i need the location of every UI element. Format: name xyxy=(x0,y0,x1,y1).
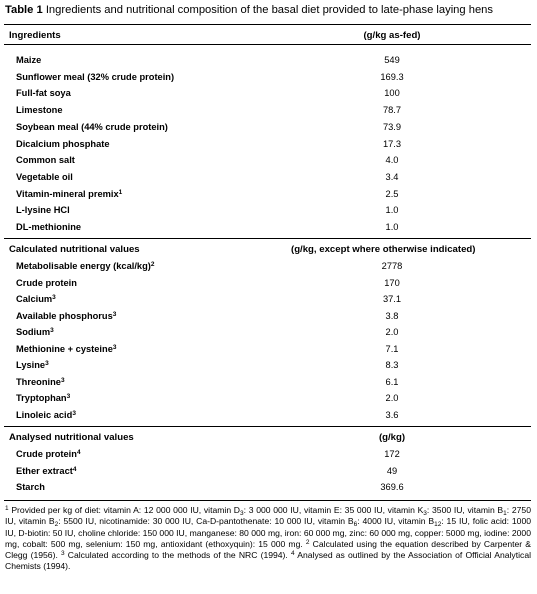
row-value: 2.0 xyxy=(385,327,399,338)
table-row xyxy=(0,105,537,121)
row-value: 169.3 xyxy=(380,71,404,82)
row-label: Available phosphorus$^3$ xyxy=(16,310,117,321)
row-value: 6.1 xyxy=(385,376,399,387)
calculated-header: Calculated nutritional values xyxy=(9,244,140,255)
table-row xyxy=(0,172,537,188)
row-label: Maize xyxy=(16,55,42,65)
row-value: 3.6 xyxy=(385,409,399,420)
table-row xyxy=(0,205,537,221)
row-label: Limestone xyxy=(16,105,63,116)
calculated-end-rule xyxy=(4,426,531,427)
footnote-marker: 3 xyxy=(50,327,54,335)
row-label: L-lysine HCl xyxy=(16,205,70,216)
row-label: Vegetable oil xyxy=(16,171,73,182)
table-row xyxy=(0,55,537,71)
footnote-marker: 3 xyxy=(112,310,117,318)
bottom-rule xyxy=(4,500,531,501)
row-value: 49 xyxy=(386,465,398,476)
table-row xyxy=(0,482,537,498)
table-row xyxy=(0,294,537,310)
row-value: 2.0 xyxy=(385,393,399,404)
row-label: Calcium$^3$ xyxy=(16,294,56,305)
footnote-marker: 3 xyxy=(72,409,76,417)
footnote-marker: 3 xyxy=(66,393,71,401)
table-row xyxy=(0,139,537,155)
row-value: 4.0 xyxy=(385,155,399,166)
table-row xyxy=(0,393,537,409)
row-value: 2.5 xyxy=(385,188,399,199)
row-label: Lysine$^3$ xyxy=(16,360,49,371)
table-row xyxy=(0,122,537,138)
footnote-marker: 3 xyxy=(52,294,56,302)
header-rule xyxy=(4,44,531,45)
ingredients-unit-header: (g/kg as-fed) xyxy=(363,30,421,41)
row-value: 17.3 xyxy=(382,138,402,149)
table-row xyxy=(0,410,537,426)
row-value: 100 xyxy=(384,88,400,99)
row-label: Soybean meal (44% crude protein) xyxy=(16,121,168,132)
row-value: 369.6 xyxy=(380,482,404,493)
row-label: Starch xyxy=(16,482,45,493)
table-row xyxy=(0,189,537,205)
row-value: 3.8 xyxy=(385,310,399,321)
table-row xyxy=(0,344,537,360)
row-label: Tryptophan$^3$ xyxy=(16,393,71,404)
row-value: 37.1 xyxy=(382,294,402,305)
table-row xyxy=(0,449,537,465)
table-row xyxy=(0,72,537,88)
row-value: 170 xyxy=(384,277,400,288)
row-label: DL-methionine xyxy=(16,222,82,232)
row-label: Dicalcium phosphate xyxy=(16,138,110,149)
table-row xyxy=(0,222,537,238)
row-label: Vitamin-mineral premix$^1$ xyxy=(16,188,123,199)
row-value: 7.1 xyxy=(385,343,399,354)
table-row xyxy=(0,155,537,171)
top-rule xyxy=(4,24,531,25)
row-value: 2778 xyxy=(381,261,403,271)
footnotes: $^1$ Provided per kg of diet: vitamin A: 12 000 000 IU, vitamin $D_3$: 3 000 000 IU, vitamin E: 35 000 IU, vitamin $K_3$: 3500 IU, vitamin $B_1$: 2750 IU, vitamin $B_2$: 5500 IU, nicotinamide: 30 000 IU, Ca-D-pantothenate: 10 000 IU, vitamin $B_6$: 4000 IU, vitamin $B_{12}$: 15 IU, folic acid: 1000 IU, D-biotin: 50 IU, choline chloride: 150 000 IU, manganese: 80 000 mg, iron: 60 000 mg, zinc: 60 000 mg, copper: 5000 mg, iodine: 2000 mg, cobalt: 500 mg, selenium: 150 mg, antioxidant (ethoxyquin): 15 000 mg. $^2$ Calculated using the equation described by Carpenter & Clegg (1956). $^3$ Calculated according to the methods of the NRC (1994). $^4$ Analysed as outlined by the Association of Official Analytical Chemists (1994). xyxy=(5,505,532,572)
row-value: 78.7 xyxy=(382,105,402,116)
row-value: 1.0 xyxy=(385,222,399,232)
footnote-marker: 3 xyxy=(60,376,65,384)
row-label: Linoleic acid$^3$ xyxy=(16,409,76,420)
row-value: 549 xyxy=(384,55,400,65)
footnote-marker: 1 xyxy=(118,188,123,196)
ingredients-end-rule xyxy=(4,238,531,239)
table-title: Ingredients and nutritional composition of the basal diet provided to late-phase laying hens xyxy=(45,4,493,16)
row-value: 1.0 xyxy=(385,205,399,216)
row-value: 8.3 xyxy=(385,360,399,371)
row-label: Common salt xyxy=(16,155,75,166)
row-label: Full-fat soya xyxy=(16,88,71,99)
row-label: Crude protein$^4$ xyxy=(16,449,81,459)
table-row xyxy=(0,278,537,294)
row-label: Metabolisable energy (kcal/kg)$^2$ xyxy=(16,261,155,271)
row-value: 172 xyxy=(384,449,400,459)
row-value: 73.9 xyxy=(382,121,402,132)
analysed-unit-header: (g/kg) xyxy=(378,432,406,443)
calculated-unit-header: (g/kg, except where otherwise indicated) xyxy=(291,244,476,255)
footnote-marker: 2 xyxy=(150,261,155,268)
footnote-marker: 4 xyxy=(72,465,77,473)
footnote-marker: 3 xyxy=(112,343,117,351)
row-label: Methionine + cysteine$^3$ xyxy=(16,343,117,354)
table-caption xyxy=(5,4,493,16)
table-row xyxy=(0,327,537,343)
footnote-marker: 4 xyxy=(76,449,81,456)
table-row xyxy=(0,360,537,376)
table-row xyxy=(0,261,537,277)
row-label: Threonine$^3$ xyxy=(16,376,65,387)
table-label: Table 1 xyxy=(5,4,43,16)
row-label: Sunflower meal (32% crude protein) xyxy=(16,71,175,82)
row-value: 3.4 xyxy=(385,171,399,182)
table-row xyxy=(0,311,537,327)
footnote-marker: 3 xyxy=(45,360,49,368)
row-label: Crude protein xyxy=(16,277,77,288)
row-label: Sodium$^3$ xyxy=(16,327,54,338)
analysed-header: Analysed nutritional values xyxy=(9,432,134,443)
table-row xyxy=(0,88,537,104)
row-label: Ether extract$^4$ xyxy=(16,465,77,476)
ingredients-header: Ingredients xyxy=(9,30,61,41)
table-row xyxy=(0,377,537,393)
table-row xyxy=(0,466,537,482)
